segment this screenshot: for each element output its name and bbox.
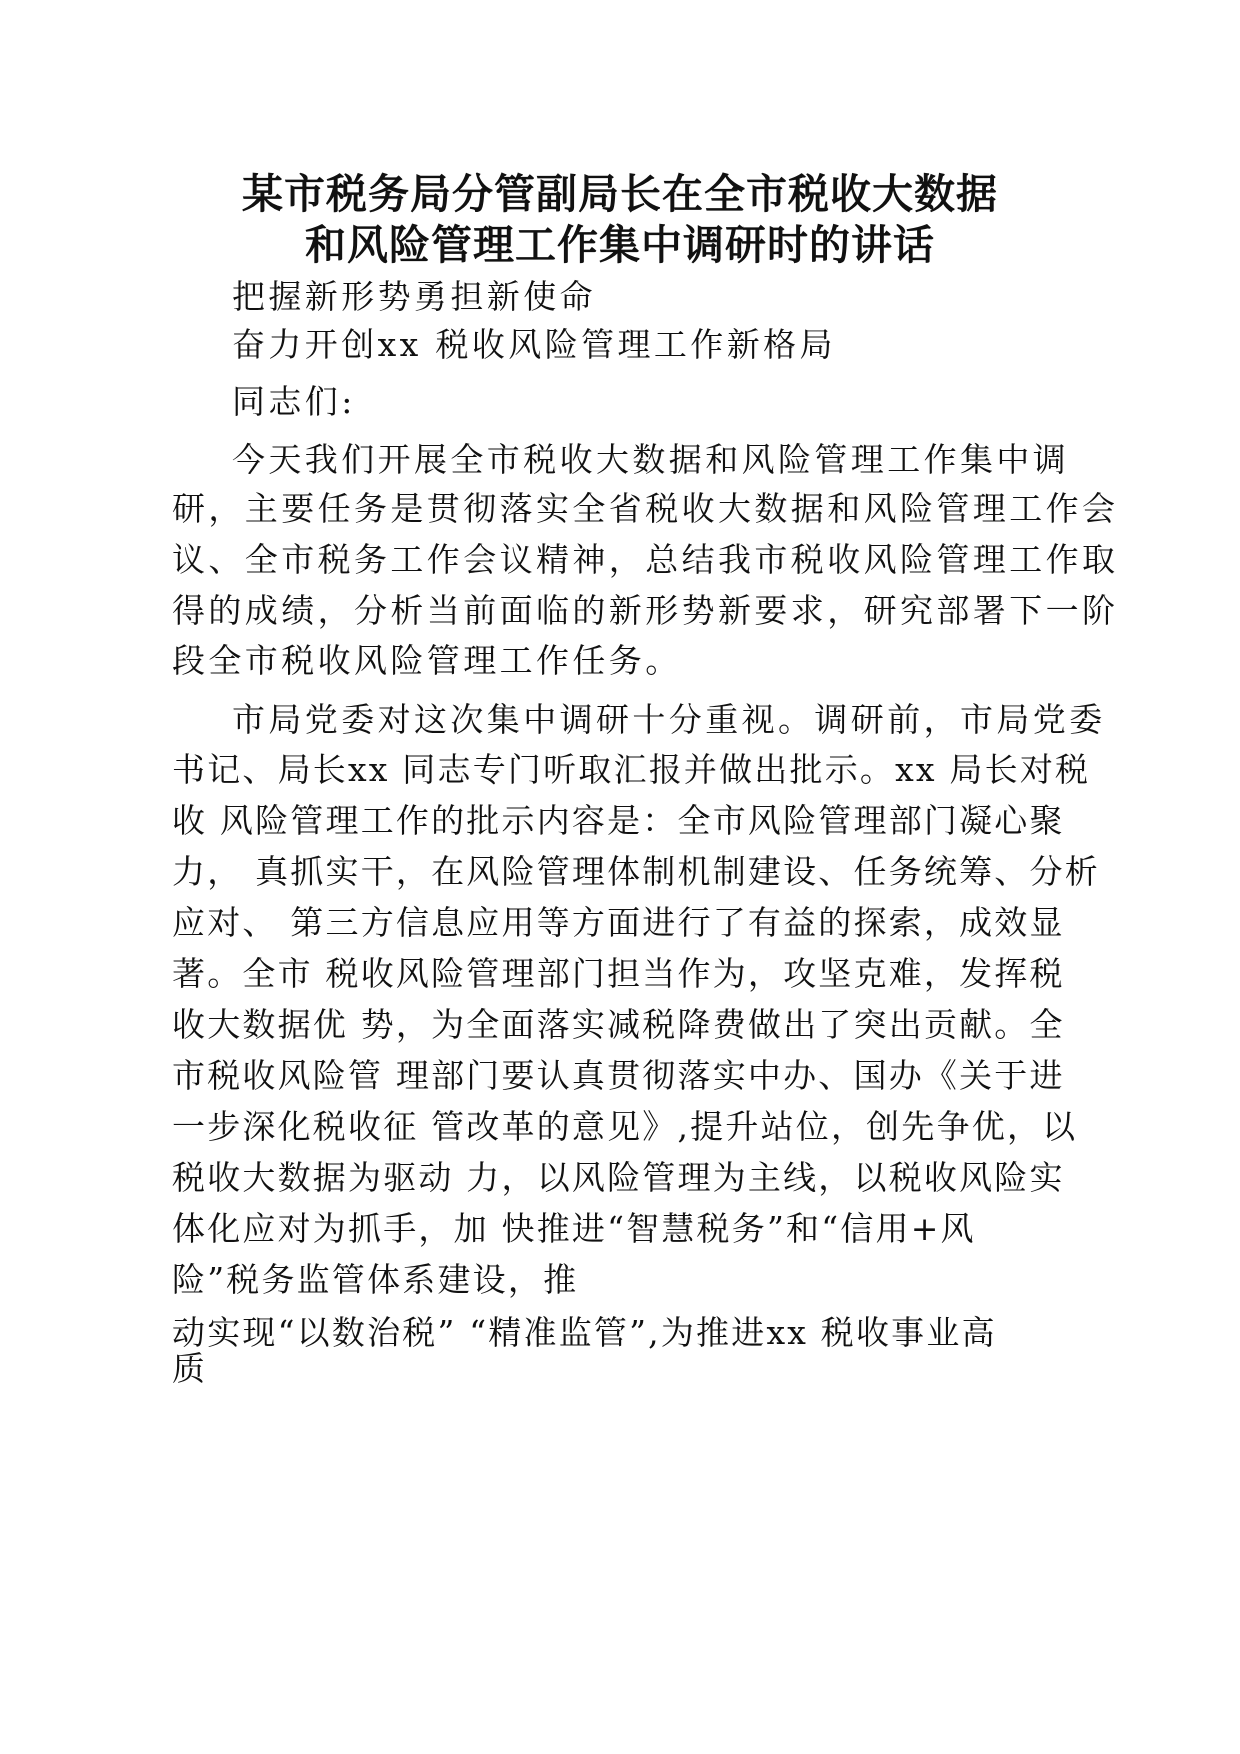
paragraph-line: 体化应对为抓手，加 快推进“智慧税务”和“信用+风 [172, 1209, 976, 1248]
paragraph-line: 质 [172, 1349, 208, 1388]
paragraph-line: 著。全市 税收风险管理部门担当作为，攻坚克难，发挥税 [172, 954, 1065, 993]
paragraph-line: 市税收风险管 理部门要认真贯彻落实中办、国办《关于进 [172, 1056, 1065, 1095]
paragraph-line: 税收大数据为驱动 力，以风险管理为主线，以税收风险实 [172, 1158, 1065, 1197]
paragraph-line: 力， 真抓实干，在风险管理体制机制建设、任务统筹、分析 [172, 852, 1100, 891]
paragraph-line: 研，主要任务是贯彻落实全省税收大数据和风险管理工作会 [172, 489, 1119, 528]
paragraph-line: 动实现“以数治税” “精准监管”,为推进xx 税收事业高 [172, 1313, 997, 1352]
paragraph-line: 应对、 第三方信息应用等方面进行了有益的探索，成效显 [172, 903, 1065, 942]
paragraph-line: 书记、局长xx 同志专门听取汇报并做出批示。xx 局长对税 [172, 750, 1091, 789]
subtitle-line-2: 奋力开创xx 税收风险管理工作新格局 [232, 325, 836, 364]
document-title-line-1: 某市税务局分管副局长在全市税收大数据 [242, 170, 998, 218]
subtitle-line-1: 把握新形势勇担新使命 [232, 277, 596, 316]
paragraph-line: 议、全市税务工作会议精神，总结我市税收风险管理工作取 [172, 540, 1119, 579]
paragraph-line: 险”税务监管体系建设，推 [172, 1260, 579, 1299]
salutation: 同志们: [232, 382, 356, 421]
paragraph-line: 得的成绩，分析当前面临的新形势新要求，研究部署下一阶 [172, 591, 1119, 630]
paragraph-line: 市局党委对这次集中调研十分重视。调研前，市局党委 [232, 700, 1106, 739]
paragraph-line: 一步深化税收征 管改革的意见》,提升站位，创先争优，以 [172, 1107, 1078, 1146]
paragraph-line: 收 风险管理工作的批示内容是：全市风险管理部门凝心聚 [172, 801, 1065, 840]
paragraph-line: 段全市税收风险管理工作任务。 [172, 641, 682, 680]
document-title-line-2: 和风险管理工作集中调研时的讲话 [305, 221, 935, 269]
paragraph-line: 今天我们开展全市税收大数据和风险管理工作集中调 [232, 440, 1070, 479]
paragraph-line: 收大数据优 势，为全面落实减税降费做出了突出贡献。全 [172, 1005, 1065, 1044]
